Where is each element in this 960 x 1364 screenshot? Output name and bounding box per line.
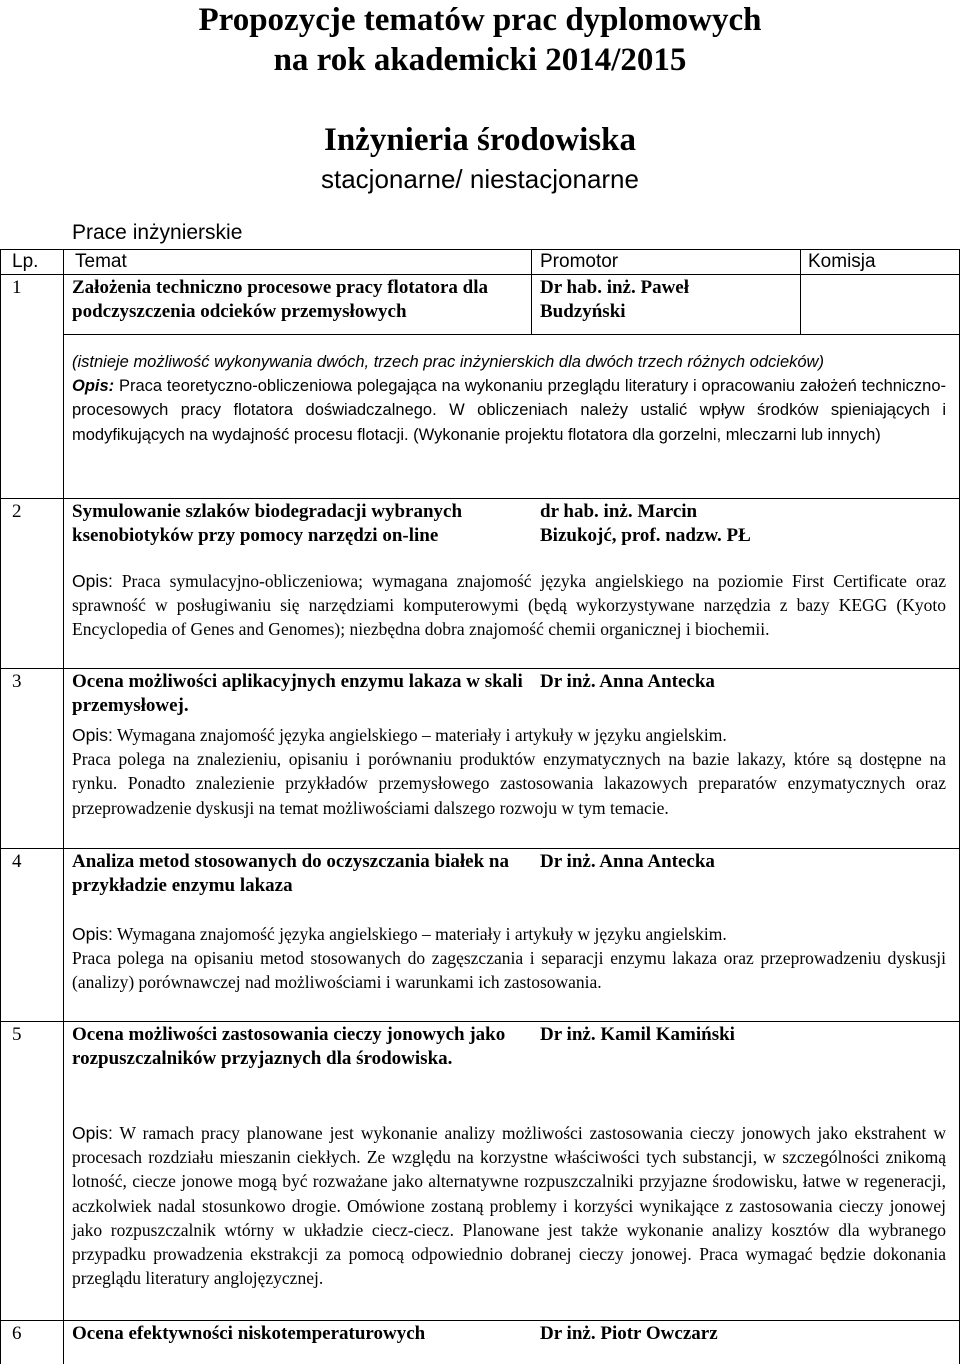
column-header-promotor: Promotor [540,251,619,272]
row-description-first-line: Wymagana znajomość języka angielskiego – materiały i artykuły w języku angielskim. [116,725,727,745]
row-description-text: W ramach pracy planowane jest wykonanie analizy możliwości zastosowania cieczy jonowych jako ekstrahent w procesach rozdziału mieszanin ciekłych. Ze względu na korzystne właściwości tych substancji, w szczególności znikomą lotność, ciecze jonowe mogą być rozważane jako alternatywne rozpuszczalniki przyjazne środowisku, łatwe w regeneracji, aczkolwiek nadal stosunkowo drogie. Omówione zostaną problemy i korzyści wynikające z zastosowania cieczy jonowej jako rozpuszczalnik wtórny w układzie ciecz-ciecz. Planowane jest także wykonanie analizy kosztów dla wybranego przypadku prowadzenia ekstrakcji za pomocą odpowiednio dobranej cieczy jonowej. Praca wymagać będzie dokonania przeglądu literatury anglojęzycznej. [72,1123,946,1289]
column-header-committee: Komisja [808,251,876,272]
field-of-study: Inżynieria środowiska [323,122,637,158]
document-title-line1: Propozycje tematów prac dyplomowych [198,2,762,38]
row-topic: Ocena możliwości aplikacyjnych enzymu lakaza w skali przemysłowej. [72,671,523,716]
row-promotor-line1: Dr inż. Piotr Owczarz [540,1323,718,1344]
document-title-line2: na rok akademicki 2014/2015 [273,42,687,78]
row3-top-border [0,668,960,669]
row-promotor-line2: Budzyński [540,301,626,322]
row-note: (istnieje możliwość wykonywania dwóch, trzech prac inżynierskich dla dwóch trzech różnych odcieków) [72,353,824,371]
opis-label: Opis: [72,924,113,944]
row4-top-border [0,848,960,849]
opis-label: Opis: [72,1123,113,1143]
header-divider-topic [531,249,532,274]
row-topic: Analiza metod stosowanych do oczyszczania białek na przykładzie enzymu lakaza [72,851,509,896]
row1-divider [63,334,959,335]
column-header-topic: Temat [75,251,127,272]
opis-label: Opis: [72,377,115,396]
row-description [72,1121,946,1290]
row-description-text: Praca polega na opisaniu metod stosowanych do zagęszczania i separacji enzymu lakaza oraz przeprowadzeniu dyskusji (analizy) porównawczej nad możliwościami i warunkami ich zastosowania. [72,948,946,993]
row-promotor-line1: Dr hab. inż. Paweł [540,277,690,298]
row-number: 5 [12,1024,22,1045]
row-description-text: Praca symulacyjno-obliczeniowa; wymagana znajomość języka angielskiego na poziomie First Certificate oraz sprawność w posługiwaniu się narzędziami komputerowymi (będą wykorzystywane narzędzia z bazy KEGG (Kyoto Encyclopedia of Genes and Genomes); niezbędna dobra znajomość chemii organicznej i biochemii. [72,571,947,640]
row-description [72,723,946,820]
row-number: 1 [12,277,22,298]
row-topic: Symulowanie szlaków biodegradacji wybranych ksenobiotyków przy pomocy narzędzi on-line [72,501,463,546]
row-promotor-line1: dr hab. inż. Marcin [540,501,698,522]
row-description-text: Praca polega na znalezieniu, opisaniu i porównaniu produktów enzymatycznych na bazie lakazy, które są dostępne na rynku. Ponadto znalezienie przykładów przemysłowego zastosowania lakazowych preparatów enzymatycznych oraz przeprowadzenie dyskusji na temat możliwościami dalszego rozwoju w tym temacie. [72,749,946,818]
row-topic: Ocena możliwości zastosowania cieczy jonowych jako rozpuszczalników przyjaznych dla środowiska. [72,1024,506,1069]
study-mode: stacjonarne/ niestacjonarne [321,164,639,194]
row-promotor-line1: Dr inż. Kamil Kamiński [540,1024,735,1045]
row5-top-border [0,1021,960,1022]
row6-top-border [0,1320,960,1321]
row1-divider-promotor [800,274,801,334]
row-number: 3 [12,671,22,692]
row-description-text: Praca teoretyczno-obliczeniowa polegająca na wykonaniu przeglądu literatury i opracowaniu założeń techniczno-procesowych pracy flotatora doświadczalnego. W obliczeniach należy ustalić wpływ środków spieniających i modyfikujących na wydajność procesu flotacji. (Wykonanie projektu flotatora dla gorzelni, mleczarni lub innych) [72,377,946,444]
row-promotor-line2: Bizukojć, prof. nadzw. PŁ [540,525,751,546]
opis-label: Opis: [72,725,113,745]
header-divider-promotor [800,249,801,274]
opis-label: Opis: [72,571,113,591]
row-description [72,350,946,447]
row-number: 6 [12,1323,22,1344]
row-number: 4 [12,851,22,872]
row2-top-border [0,498,960,499]
row-promotor-line1: Dr inż. Anna Antecka [540,851,715,872]
row-description [72,569,946,642]
row-promotor-line1: Dr inż. Anna Antecka [540,671,715,692]
column-header-lp: Lp. [12,251,39,272]
row-topic: Założenia techniczno procesowe pracy flotatora dla podczyszczenia odcieków przemysłowych [72,277,488,322]
column-divider-lp [63,249,64,1364]
row-description-first-line: Wymagana znajomość języka angielskiego – materiały i artykuły w języku angielskim. [116,924,727,944]
table-left-border [0,249,1,1364]
table-header-divider [0,274,960,275]
row-description [72,922,946,995]
row-number: 2 [12,501,22,522]
row-topic: Ocena efektywności niskotemperaturowych [72,1323,426,1344]
section-label: Prace inżynierskie [72,221,243,244]
